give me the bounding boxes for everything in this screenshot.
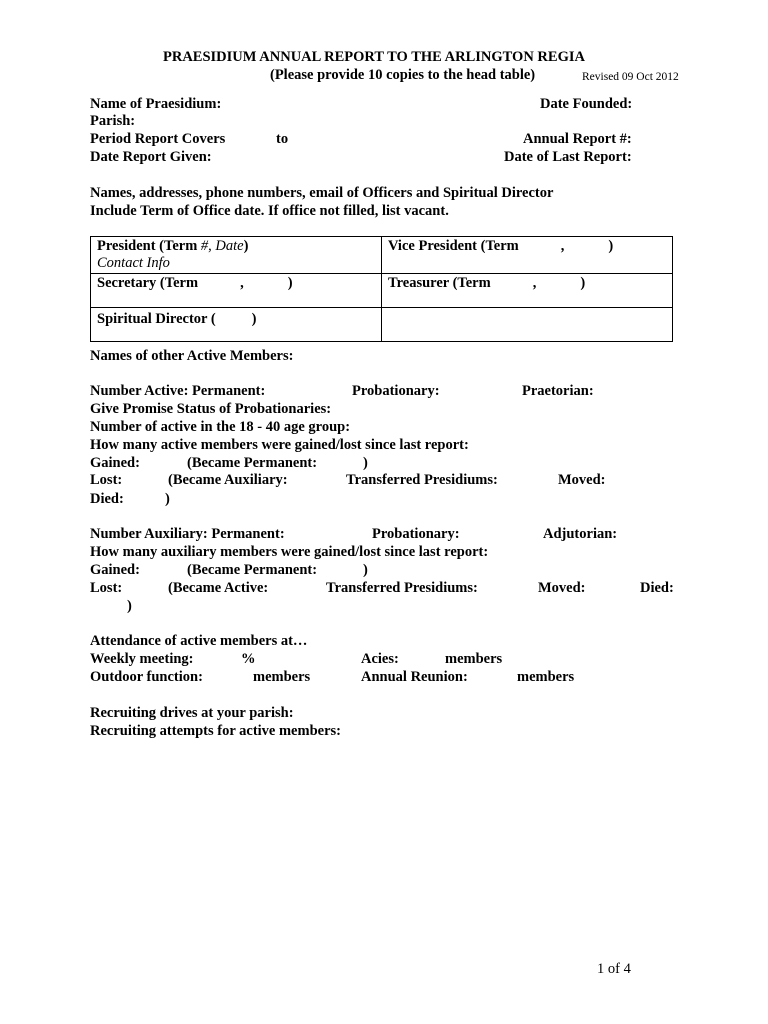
number-auxiliary-permanent-label: Number Auxiliary: Permanent: [90,526,285,542]
revision-date: Revised 09 Oct 2012 [582,71,679,83]
age-group-label: Number of active in the 18 - 40 age group: [90,419,351,435]
outdoor-function-label: Outdoor function: [90,669,203,685]
president-term-number: # [200,238,209,254]
active-lost-label: Lost: [90,472,123,488]
weekly-meeting-label: Weekly meeting: [90,651,194,667]
treasurer-label: Treasurer (Term [388,275,491,291]
acies-label: Acies: [361,651,399,667]
spiritual-director-cell [91,308,382,342]
auxiliary-gained-label: Gained: [90,562,140,578]
became-active-label: (Became Active: [168,580,269,596]
secretary-term-separator: , [240,275,244,291]
secretary-cell [91,274,382,308]
active-transferred-label: Transferred Presidiums: [346,472,498,488]
officers-table [90,236,673,342]
active-gained-label: Gained: [90,455,140,471]
parish-label: Parish: [90,113,136,129]
annual-report-number-label: Annual Report #: [523,131,632,147]
period-to-label: to [276,131,289,147]
reunion-members-label: members [517,669,575,685]
page-number: 1 of 4 [597,961,631,977]
adjutorian-label: Adjutorian: [543,526,618,542]
auxiliary-moved-label: Moved: [538,580,586,596]
other-members-label: Names of other Active Members: [90,348,294,364]
spiritual-director-close: ) [251,311,257,327]
period-label: Period Report Covers [90,131,226,147]
spiritual-director-label: Spiritual Director ( [97,311,216,327]
active-probationary-label: Probationary: [352,383,440,399]
auxiliary-died-label: Died: [640,580,674,596]
president-term-separator: , [208,238,212,254]
report-subtitle: (Please provide 10 copies to the head table) [270,67,536,83]
secretary-label: Secretary (Term [97,275,199,291]
recruiting-drives-label: Recruiting drives at your parish: [90,705,294,721]
active-died-label: Died: [90,491,124,507]
active-gained-close: ) [363,455,368,471]
auxiliary-became-permanent-label: (Became Permanent: [187,562,318,578]
praesidium-name-label: Name of Praesidium: [90,96,222,112]
praetorian-label: Praetorian: [522,383,594,399]
secretary-term-close: ) [287,275,293,291]
annual-reunion-label: Annual Reunion: [361,669,468,685]
auxiliary-transferred-label: Transferred Presidiums: [326,580,478,596]
number-active-permanent-label: Number Active: Permanent: [90,383,266,399]
treasurer-cell [382,274,673,308]
president-label: President (Term [97,238,198,254]
officers-instructions-line2: Include Term of Office date. If office not filled, list vacant. [90,203,449,219]
recruiting-attempts-label: Recruiting attempts for active members: [90,723,341,739]
date-last-report-label: Date of Last Report: [504,149,632,165]
auxiliary-lost-close: ) [127,598,132,614]
president-term-close: ) [243,238,249,254]
treasurer-term-separator: , [532,275,537,291]
active-moved-label: Moved: [558,472,606,488]
became-auxiliary-label: (Became Auxiliary: [168,472,288,488]
vice-president-cell [382,237,673,274]
empty-officer-cell [382,308,673,342]
vice-president-term-close: ) [608,238,614,254]
contact-info-label: Contact Info [97,255,170,271]
vice-president-term-separator: , [560,238,565,254]
auxiliary-probationary-label: Probationary: [372,526,460,542]
auxiliary-gained-lost-label: How many auxiliary members were gained/lost since last report: [90,544,489,560]
active-became-permanent-label: (Became Permanent: [187,455,318,471]
active-died-close: ) [165,491,170,507]
officers-instructions-line1: Names, addresses, phone numbers, email of Officers and Spiritual Director [90,185,554,201]
president-term-date: Date [215,238,244,254]
date-given-label: Date Report Given: [90,149,212,165]
auxiliary-gained-close: ) [363,562,368,578]
acies-members-label: members [445,651,503,667]
auxiliary-lost-label: Lost: [90,580,123,596]
vice-president-label: Vice President (Term [388,238,519,254]
weekly-percent-label: % [241,651,256,667]
attendance-heading: Attendance of active members at… [90,633,308,649]
president-cell [91,237,382,274]
active-gained-lost-label: How many active members were gained/lost since last report: [90,437,469,453]
promise-status-label: Give Promise Status of Probationaries: [90,401,332,417]
date-founded-label: Date Founded: [540,96,633,112]
report-title: PRAESIDIUM ANNUAL REPORT TO THE ARLINGTON REGIA [163,49,585,65]
treasurer-term-close: ) [580,275,586,291]
outdoor-members-label: members [253,669,311,685]
